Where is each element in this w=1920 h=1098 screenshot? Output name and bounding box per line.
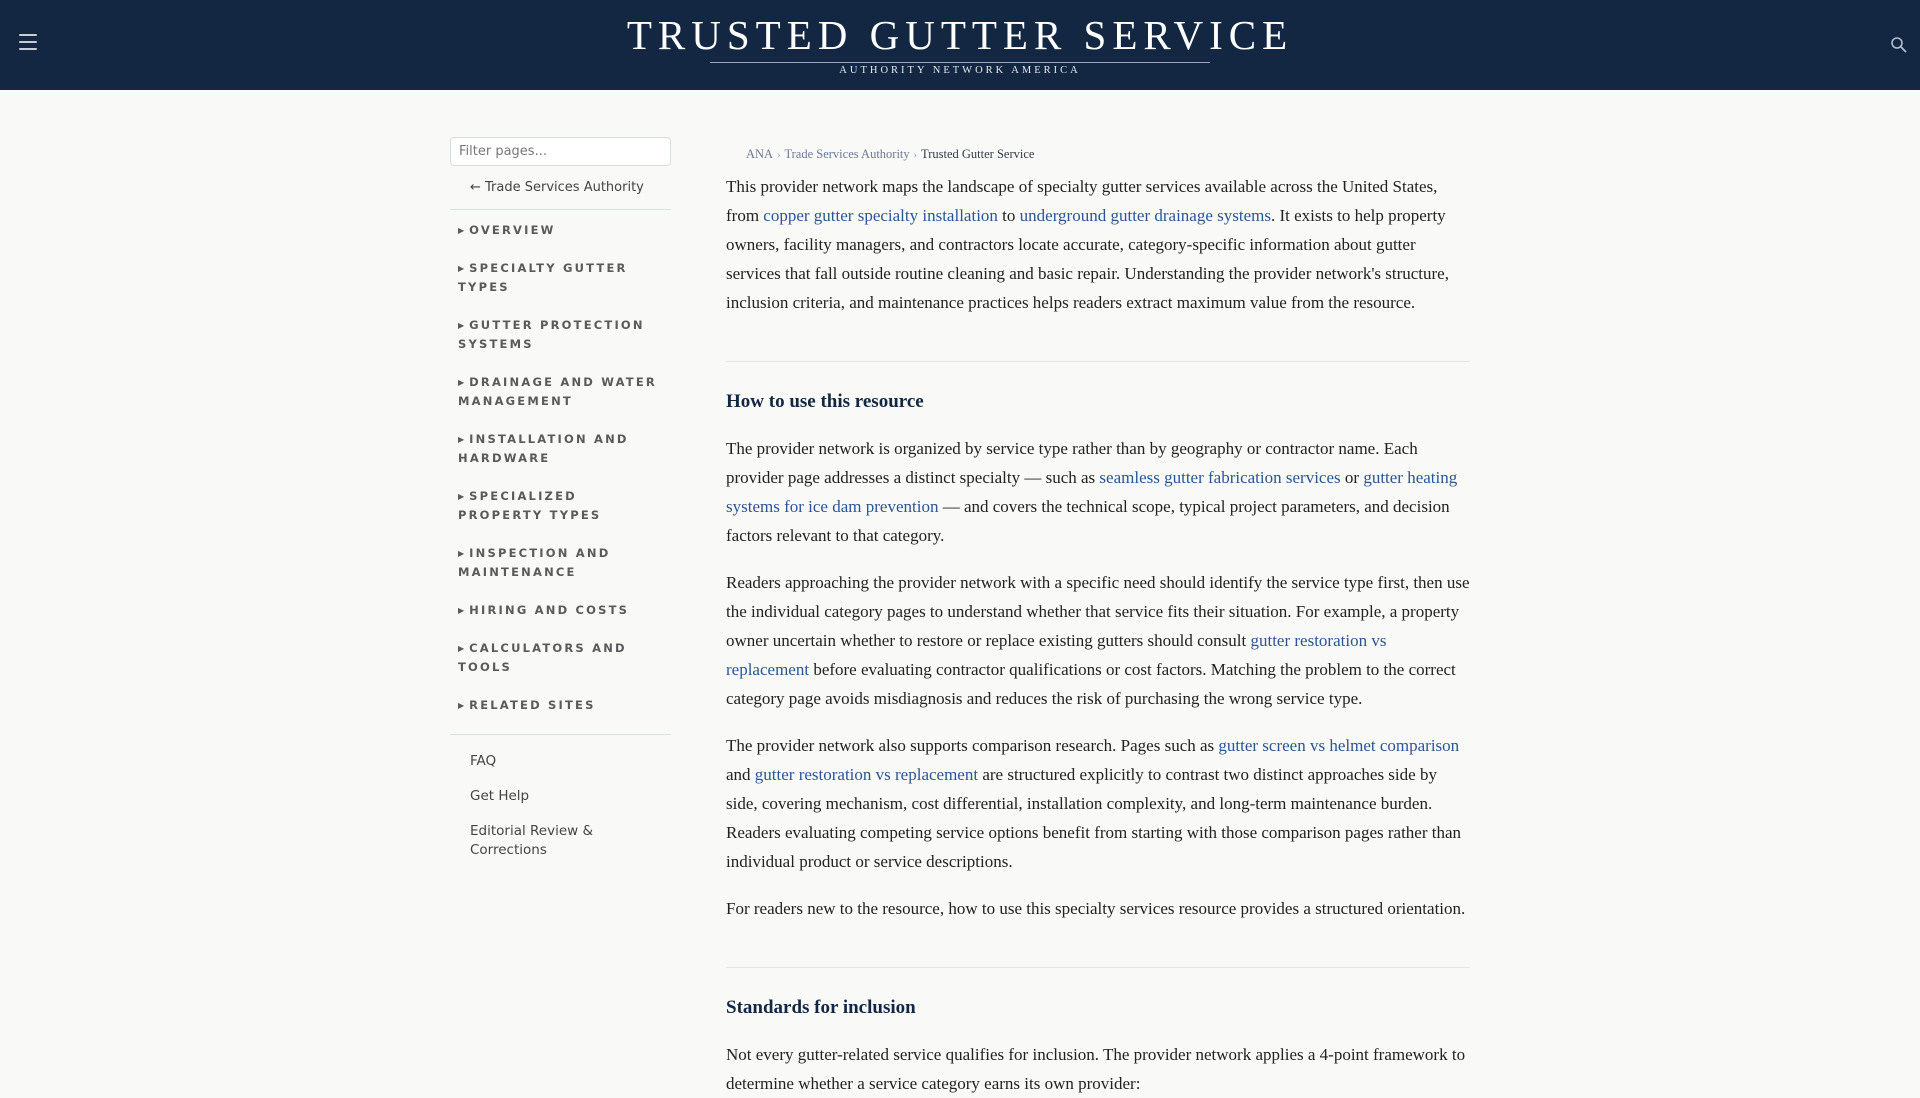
collapse-triangle-icon: ▶ bbox=[458, 435, 465, 444]
link-restoration-vs-replacement[interactable]: gutter restoration vs replacement bbox=[754, 765, 979, 784]
sidebar-divider bbox=[450, 734, 671, 735]
breadcrumb-separator: › bbox=[913, 150, 918, 161]
sidebar-section-related-sites[interactable] bbox=[450, 696, 671, 715]
sidebar-section-label: RELATED SITES bbox=[469, 698, 596, 712]
sidebar-sections bbox=[450, 221, 671, 715]
link-underground-drainage[interactable]: underground gutter drainage systems bbox=[1019, 206, 1271, 225]
link-restoration-vs-replacement[interactable]: gutter restoration vs replacement bbox=[726, 631, 1387, 679]
sidebar-section-calculators-tools[interactable] bbox=[450, 639, 671, 677]
sidebar-link-get-help[interactable]: Get Help bbox=[470, 788, 530, 804]
sidebar-section-installation-hardware[interactable] bbox=[450, 430, 671, 468]
sidebar-section-label: GUTTER PROTECTION SYSTEMS bbox=[458, 318, 645, 351]
brand-divider bbox=[710, 62, 1210, 63]
link-gutter-heating-systems[interactable]: gutter heating systems for ice dam prevention bbox=[726, 468, 1458, 516]
sidebar-section-label: OVERVIEW bbox=[469, 223, 556, 237]
site-subtitle: AUTHORITY NETWORK AMERICA bbox=[839, 65, 1081, 76]
sidebar-link-faq[interactable]: FAQ bbox=[470, 753, 497, 769]
sidebar-section-label: SPECIALTY GUTTER TYPES bbox=[458, 261, 628, 294]
sidebar-section-hiring-costs[interactable] bbox=[450, 601, 671, 620]
sidebar-link-editorial-review[interactable]: Editorial Review & Corrections bbox=[470, 823, 594, 858]
link-screen-vs-helmet[interactable]: gutter screen vs helmet comparison bbox=[1218, 736, 1460, 755]
text: The provider network also supports comparison research. Pages such as bbox=[726, 736, 1219, 755]
back-to-trade-services-link[interactable]: ← Trade Services Authority bbox=[470, 180, 644, 195]
sidebar-section-inspection-maintenance[interactable] bbox=[450, 544, 671, 582]
sidebar bbox=[450, 137, 671, 876]
how-to-paragraph-3 bbox=[726, 731, 1470, 876]
sidebar-section-gutter-protection-systems[interactable] bbox=[450, 316, 671, 354]
section-heading-how-to-use: How to use this resource bbox=[726, 391, 924, 412]
section-divider bbox=[726, 967, 1470, 968]
sidebar-section-label: DRAINAGE AND WATER MANAGEMENT bbox=[458, 375, 657, 408]
section-heading-standards: Standards for inclusion bbox=[726, 997, 916, 1018]
main-content bbox=[726, 144, 1470, 1098]
collapse-triangle-icon: ▶ bbox=[458, 321, 465, 330]
sidebar-section-label: INSPECTION AND MAINTENANCE bbox=[458, 546, 611, 579]
collapse-triangle-icon: ▶ bbox=[458, 378, 465, 387]
top-header bbox=[0, 0, 1920, 90]
how-to-paragraph-4: For readers new to the resource, how to use this specialty services resource provides a structured orientation. bbox=[726, 899, 1466, 918]
how-to-paragraph-1 bbox=[726, 434, 1470, 550]
collapse-triangle-icon: ▶ bbox=[458, 226, 465, 235]
sidebar-footer-links bbox=[450, 752, 671, 860]
sidebar-section-label: SPECIALIZED PROPERTY TYPES bbox=[458, 489, 602, 522]
collapse-triangle-icon: ▶ bbox=[458, 606, 465, 615]
text: before evaluating contractor qualifications or cost factors. Matching the problem to the correct category page avoids misdiagnosis and reduces the risk of purchasing the wrong service type. bbox=[726, 660, 1456, 708]
collapse-triangle-icon: ▶ bbox=[458, 492, 465, 501]
sidebar-section-label: HIRING AND COSTS bbox=[469, 603, 630, 617]
text: Readers approaching the provider network with a specific need should identify the service type first, then use the individual category pages to understand whether that service fits their situation. For example, a property owner uncertain whether to restore or replace existing gutters should consult bbox=[726, 573, 1470, 650]
text: or bbox=[1340, 468, 1364, 487]
breadcrumb-current: Trusted Gutter Service bbox=[921, 147, 1035, 161]
filter-pages-input[interactable] bbox=[450, 137, 671, 166]
sidebar-section-label: INSTALLATION AND HARDWARE bbox=[458, 432, 629, 465]
text: This provider network maps the landscape of specialty gutter services available across the United States, from bbox=[726, 177, 1438, 225]
intro-paragraph bbox=[726, 172, 1470, 317]
text: The provider network is organized by service type rather than by geography or contractor name. Each provider page addresses a distinct specialty — such as bbox=[726, 439, 1418, 487]
collapse-triangle-icon: ▶ bbox=[458, 644, 465, 653]
how-to-paragraph-2 bbox=[726, 568, 1470, 713]
sidebar-section-overview[interactable] bbox=[450, 221, 671, 240]
text: . It exists to help property owners, facility managers, and contractors locate accurate, category-specific information about gutter services that fall outside routine cleaning and basic repair. Understanding the provider network's structure, inclusion criteria, and maintenance practices helps readers extract maximum value from the resource. bbox=[726, 206, 1449, 312]
standards-paragraph-1: Not every gutter-related service qualifies for inclusion. The provider network applies a 4-point framework to determine whether a service category earns its own provider: bbox=[726, 1045, 1466, 1093]
text: to bbox=[997, 206, 1020, 225]
sidebar-section-label: CALCULATORS AND TOOLS bbox=[458, 641, 627, 674]
collapse-triangle-icon: ▶ bbox=[458, 264, 465, 273]
sidebar-section-specialty-gutter-types[interactable] bbox=[450, 259, 671, 297]
text: are structured explicitly to contrast two distinct approaches side by side, covering mechanism, cost differential, installation complexity, and long-term maintenance burden. Readers evaluating competing service options benefit from starting with those comparison pages rather than individual product or service descriptions. bbox=[726, 765, 1462, 871]
sidebar-section-specialized-property-types[interactable] bbox=[450, 487, 671, 525]
sidebar-divider bbox=[450, 209, 671, 210]
breadcrumb bbox=[726, 144, 1470, 166]
link-seamless-fabrication[interactable]: seamless gutter fabrication services bbox=[1099, 468, 1341, 487]
breadcrumb-separator: › bbox=[777, 150, 781, 161]
sidebar-section-drainage-water-management[interactable] bbox=[450, 373, 671, 411]
link-copper-gutter-installation[interactable]: copper gutter specialty installation bbox=[763, 206, 998, 225]
breadcrumb-ana[interactable]: ANA bbox=[746, 147, 774, 161]
text: — and covers the technical scope, typical project parameters, and decision factors relevant to that category. bbox=[726, 497, 1450, 545]
text: and bbox=[726, 765, 755, 784]
section-divider bbox=[726, 361, 1470, 362]
site-title[interactable]: TRUSTED GUTTER SERVICE bbox=[626, 12, 1294, 58]
collapse-triangle-icon: ▶ bbox=[458, 701, 465, 710]
search-icon[interactable] bbox=[1890, 36, 1908, 54]
breadcrumb-trade-services-authority[interactable]: Trade Services Authority bbox=[784, 147, 910, 161]
collapse-triangle-icon: ▶ bbox=[458, 549, 465, 558]
site-brand[interactable] bbox=[0, 0, 1920, 76]
